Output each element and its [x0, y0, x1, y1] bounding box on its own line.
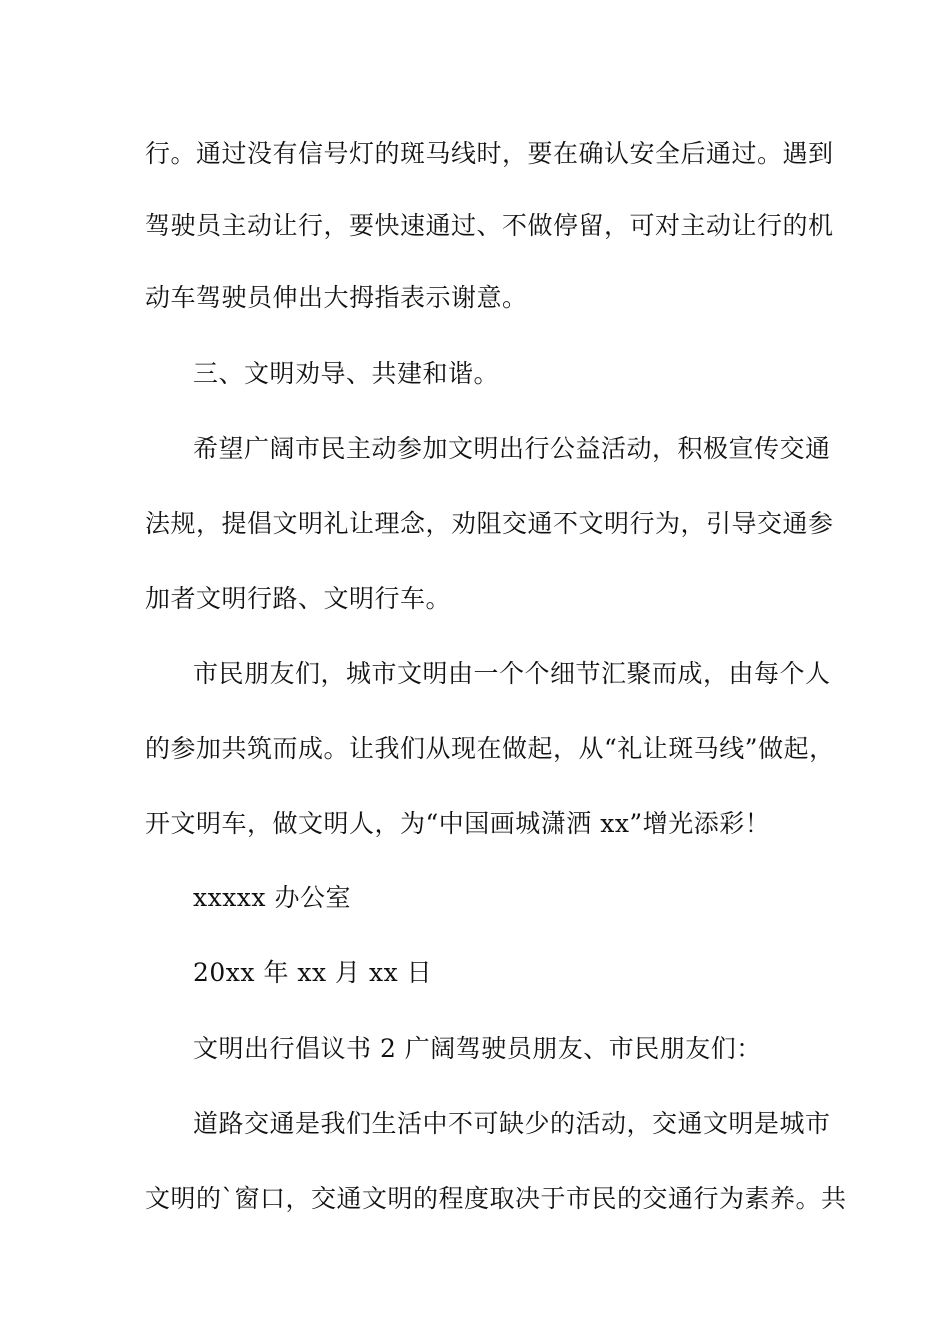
- paragraph-line: 道路交通是我们生活中不可缺少的活动，交通文明是城市: [193, 1109, 831, 1138]
- paragraph-line: 文明的`窗口，交通文明的程度取决于市民的交通行为素养。共: [145, 1184, 847, 1213]
- section-heading: 三、文明劝导、共建和谐。: [193, 359, 500, 388]
- paragraph-line: 市民朋友们，城市文明由一个个细节汇聚而成，由每个人: [193, 659, 831, 688]
- paragraph-line: 法规，提倡文明礼让理念，劝阻交通不文明行为，引导交通参: [145, 509, 834, 538]
- paragraph-line: 希望广阔市民主动参加文明出行公益活动，积极宣传交通: [193, 434, 831, 463]
- paragraph-line: 开文明车，做文明人，为“中国画城潇洒 xx”增光添彩！: [145, 809, 771, 838]
- paragraph-line: 驾驶员主动让行，要快速通过、不做停留，可对主动让行的机: [145, 211, 834, 240]
- paragraph-line: 的参加共筑而成。让我们从现在做起，从“礼让斑马线”做起，: [145, 734, 835, 763]
- paragraph-line: 加者文明行路、文明行车。: [145, 584, 452, 613]
- signature-date: 20xx 年 xx 月 xx 日: [193, 958, 433, 987]
- paragraph-line: 行。通过没有信号灯的斑马线时，要在确认安全后通过。遇到: [145, 139, 834, 168]
- paragraph-line: 动车驾驶员伸出大拇指表示谢意。: [145, 283, 528, 312]
- signature-office: xxxxx 办公室: [193, 883, 351, 912]
- letter-title-line: 文明出行倡议书 2 广阔驾驶员朋友、市民朋友们：: [193, 1034, 762, 1063]
